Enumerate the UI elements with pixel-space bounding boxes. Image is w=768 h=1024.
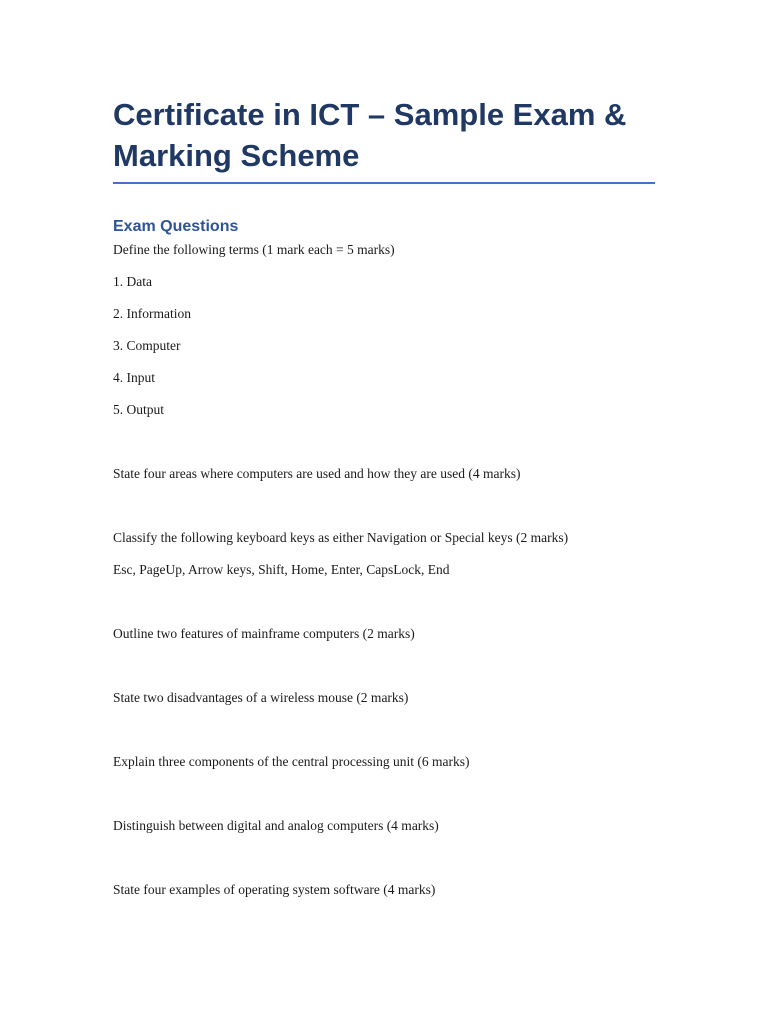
question-detail: Esc, PageUp, Arrow keys, Shift, Home, Enter, CapsLock, End — [113, 562, 450, 577]
question-item: State four examples of operating system software (4 marks) — [113, 882, 436, 897]
term-item: 5. Output — [113, 402, 165, 417]
question-define-terms: Define the following terms (1 mark each = 5 marks) — [113, 242, 395, 257]
question-item: Outline two features of mainframe computers (2 marks) — [113, 626, 415, 641]
term-item: 1. Data — [113, 274, 152, 289]
question-item: Explain three components of the central processing unit (6 marks) — [113, 754, 470, 769]
document-title: Certificate in ICT – Sample Exam & Marking Scheme — [113, 94, 655, 184]
question-item: State two disadvantages of a wireless mouse (2 marks) — [113, 690, 409, 705]
term-item: 2. Information — [113, 306, 191, 321]
document-body — [113, 94, 655, 899]
question-item: Classify the following keyboard keys as either Navigation or Special keys (2 marks) — [113, 530, 569, 545]
question-item: State four areas where computers are used and how they are used (4 marks) — [113, 466, 521, 481]
question-item: Distinguish between digital and analog computers (4 marks) — [113, 818, 439, 833]
section-heading-exam-questions: Exam Questions — [113, 218, 239, 235]
term-item: 4. Input — [113, 370, 155, 385]
term-item: 3. Computer — [113, 338, 181, 353]
